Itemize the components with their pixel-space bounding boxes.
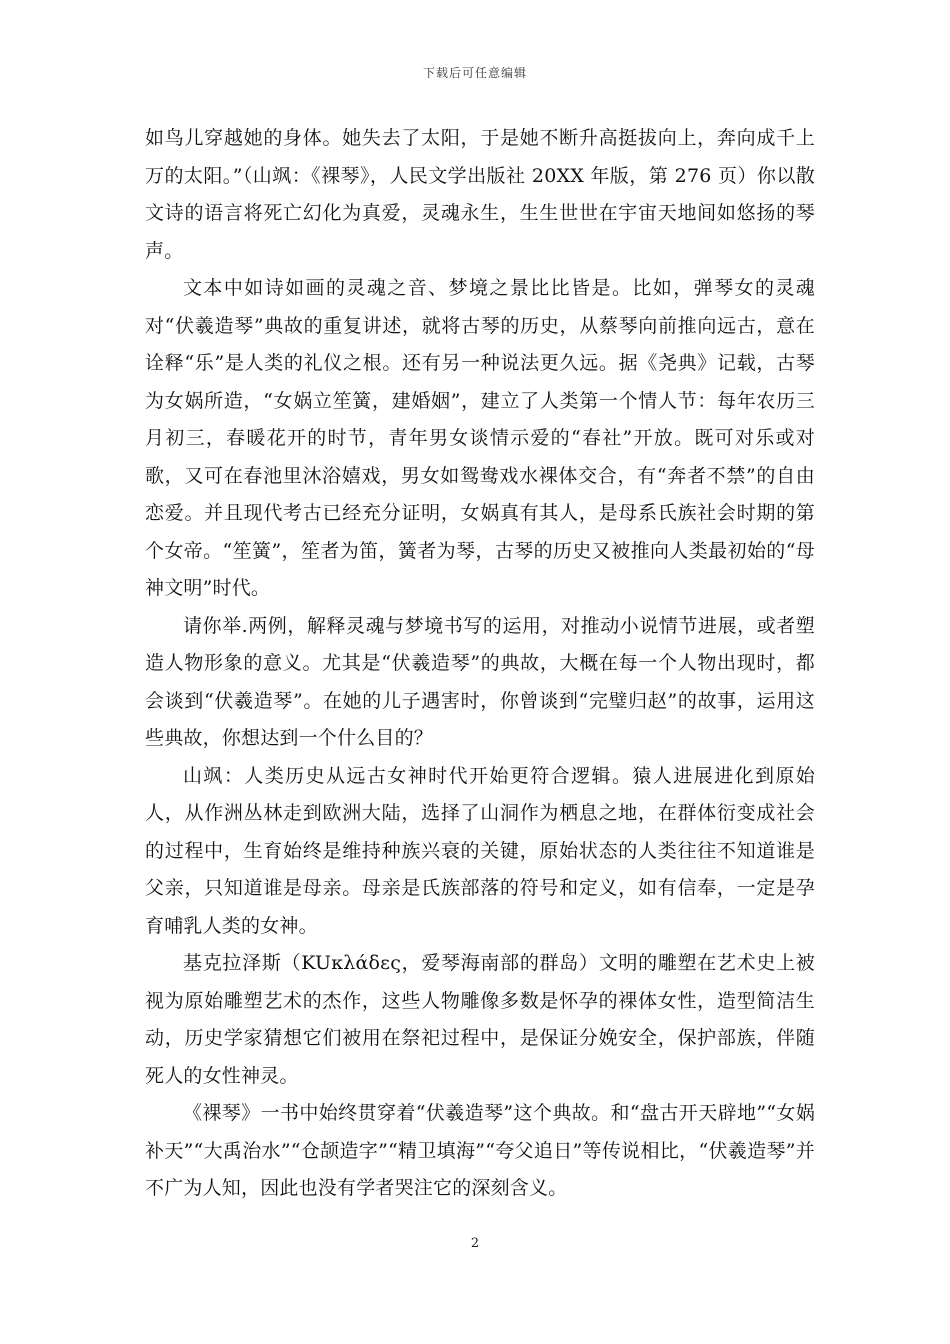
paragraph-cyclades: 基克拉泽斯（KUκλάδες，爱琴海南部的群岛）文明的雕塑在艺术史上被视为原始雕塑艺术的杰作，这些人物雕像多数是怀孕的裸体女性，造型简洁生动，历史学家猜想它们被用在祭祀过程中，是保证分娩安全，保护部族，伴随死人的女性神灵。 — [145, 952, 815, 1087]
paragraph-fuxi-legend: 《裸琴》一书中始终贯穿着“伏羲造琴”这个典故。和“盘古开天辟地”“女娲补天”“大禹治水”“仓颉造字”“精卫填海”“夸父追日”等传说相比，“伏羲造琴”并不广为人知，因此也没有学者哭注它的深刻含义。 — [145, 1102, 815, 1199]
paragraph-continuation: 如鸟儿穿越她的身体。她失去了太阳，于是她不断升高挺拔向上，奔向成千上万的太阳。”（山飒：《裸琴》，人民文学出版社 20XX 年版，第 276 页）你以散文诗的语言将死亡幻化为真爱，灵魂永生，生生世世在宇宙天地间如悠扬的琴声。 — [145, 127, 815, 262]
document-body — [145, 120, 815, 1208]
paragraph-soul-and-dream: 文本中如诗如画的灵魂之音、梦境之景比比皆是。比如，弹琴女的灵魂对“伏羲造琴”典故的重复讲述，就将古琴的历史，从蔡琴向前推向远古，意在诠释“乐”是人类的礼仪之根。还有另一种说法更久远。据《尧典》记载，古琴为女娲所造，“女娲立笙簧，建婚姻”，建立了人类第一个情人节：每年农历三月初三，春暖花开的时节，青年男女谈情示爱的“春社”开放。既可对乐或对歌，又可在春池里沐浴嬉戏，男女如鸳鸯戏水裸体交合，有“奔者不禁”的自由恋爱。并且现代考古已经充分证明，女娲真有其人，是母系氏族社会时期的第个女帝。“笙簧”，笙者为笛，簧者为琴，古琴的历史又被推向人类最初始的“母神文明”时代。 — [145, 277, 815, 599]
page-header: 下载后可任意编辑 — [422, 66, 527, 80]
page-number: 2 — [470, 1236, 480, 1251]
paragraph-question: 请你举.两例，解释灵魂与梦境书写的运用，对推动小说情节进展，或者塑造人物形象的意义。尤其是“伏羲造琴”的典故，大概在每一个人物出现时，都会谈到“伏羲造琴”。在她的儿子遇害时，你曾谈到“完璧归赵”的故事，运用这些典故，你想达到一个什么目的？ — [145, 614, 815, 749]
paragraph-answer-goddess: 山飒：人类历史从远古女神时代开始更符合逻辑。猿人进展进化到原始人，从作洲丛林走到欧洲大陆，选择了山洞作为栖息之地，在群体衍变成社会的过程中，生育始终是维持种族兴衰的关键，原始状态的人类往往不知道谁是父亲，只知道谁是母亲。母亲是氏族部落的符号和定义，如有信奉，一定是孕育哺乳人类的女神。 — [145, 764, 815, 937]
